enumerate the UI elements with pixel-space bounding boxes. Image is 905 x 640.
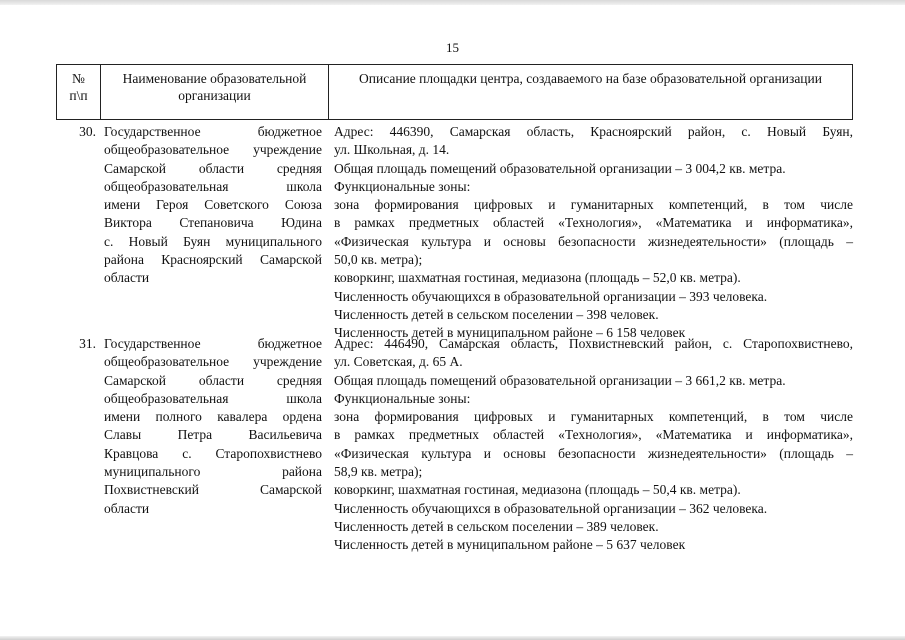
name-line: Виктора Степановича Юдина: [104, 215, 322, 231]
name-line: имени Героя Советского Союза: [104, 197, 322, 213]
desc-line: Численность детей в сельском поселении – 398 человек.: [334, 306, 659, 322]
name-line: общеобразовательное учреждение: [104, 142, 322, 158]
organization-name: [104, 335, 322, 518]
name-line: муниципального района: [104, 464, 322, 480]
site-description: [334, 335, 853, 555]
name-line: района Красноярский Самарской: [104, 252, 322, 268]
name-line: Самарской области средняя: [104, 160, 322, 176]
row-number: 31.: [79, 336, 96, 351]
desc-line: Функциональные зоны:: [334, 390, 471, 406]
desc-line: Численность обучающихся в образовательной организации – 393 человека.: [334, 288, 768, 304]
desc-line: ул. Советская, д. 65 А.: [334, 354, 463, 370]
name-line: с. Новый Буян муниципального: [104, 233, 322, 249]
table-header: [56, 64, 853, 120]
header-organization-name: [101, 65, 329, 119]
desc-line: Функциональные зоны:: [334, 178, 471, 194]
header-name-line: организации: [178, 88, 251, 103]
desc-line: Общая площадь помещений образовательной организации – 3 004,2 кв. метра.: [334, 160, 786, 176]
row-number: 30.: [79, 124, 96, 139]
desc-line: «Физическая культура и основы безопасности жизнедеятельности» (площадь –: [334, 233, 853, 249]
desc-line: Адрес: 446490, Самарская область, Похвистневский район, с. Старопохвистнево,: [334, 336, 853, 351]
page-number: 15: [446, 40, 459, 55]
desc-line: 50,0 кв. метра);: [334, 252, 423, 268]
name-line: Государственное бюджетное: [104, 124, 322, 139]
header-name-line: Наименование образовательной: [122, 71, 307, 86]
name-line: Государственное бюджетное: [104, 336, 322, 351]
desc-line: зона формирования цифровых и гуманитарных компетенций, в том числе: [334, 197, 853, 213]
header-number-line: №: [72, 71, 85, 86]
desc-line: зона формирования цифровых и гуманитарных компетенций, в том числе: [334, 409, 853, 425]
scan-edge-top: [0, 0, 905, 5]
name-line: общеобразовательное учреждение: [104, 354, 322, 370]
desc-line: 58,9 кв. метра);: [334, 464, 423, 480]
desc-line: в рамках предметных областей «Технология», «Математика и информатика»,: [334, 215, 853, 231]
scan-edge-bottom: [0, 636, 905, 640]
name-line: общеобразовательная школа: [104, 390, 322, 406]
desc-line: «Физическая культура и основы безопасности жизнедеятельности» (площадь –: [334, 445, 853, 461]
name-line: Похвистневский Самарской: [104, 482, 322, 498]
name-line: общеобразовательная школа: [104, 178, 322, 194]
header-number: [57, 65, 101, 119]
desc-line: коворкинг, шахматная гостиная, медиазона (площадь – 50,4 кв. метра).: [334, 482, 741, 498]
desc-line: Адрес: 446390, Самарская область, Красноярский район, с. Новый Буян,: [334, 124, 853, 139]
organization-name: [104, 123, 322, 288]
desc-line: Численность детей в муниципальном районе – 6 158 человек: [334, 325, 686, 341]
desc-line: Численность обучающихся в образовательной организации – 362 человека.: [334, 500, 768, 516]
name-line: области: [104, 270, 150, 286]
desc-line: Общая площадь помещений образовательной организации – 3 661,2 кв. метра.: [334, 372, 786, 388]
desc-line: ул. Школьная, д. 14.: [334, 142, 450, 158]
name-line: Славы Петра Васильевича: [104, 427, 322, 443]
header-description: [329, 65, 852, 119]
name-line: Самарской области средняя: [104, 372, 322, 388]
name-line: имени полного кавалера ордена: [104, 409, 322, 425]
desc-line: в рамках предметных областей «Технология», «Математика и информатика»,: [334, 427, 853, 443]
header-number-line: п\п: [69, 88, 88, 103]
header-desc-line: Описание площадки центра, создаваемого на базе образовательной организации: [359, 71, 822, 86]
desc-line: Численность детей в сельском поселении – 389 человек.: [334, 518, 659, 534]
site-description: [334, 123, 853, 343]
name-line: области: [104, 500, 150, 516]
desc-line: коворкинг, шахматная гостиная, медиазона (площадь – 52,0 кв. метра).: [334, 270, 741, 286]
desc-line: Численность детей в муниципальном районе – 5 637 человек: [334, 537, 686, 553]
name-line: Кравцова с. Старопохвистнево: [104, 445, 322, 461]
